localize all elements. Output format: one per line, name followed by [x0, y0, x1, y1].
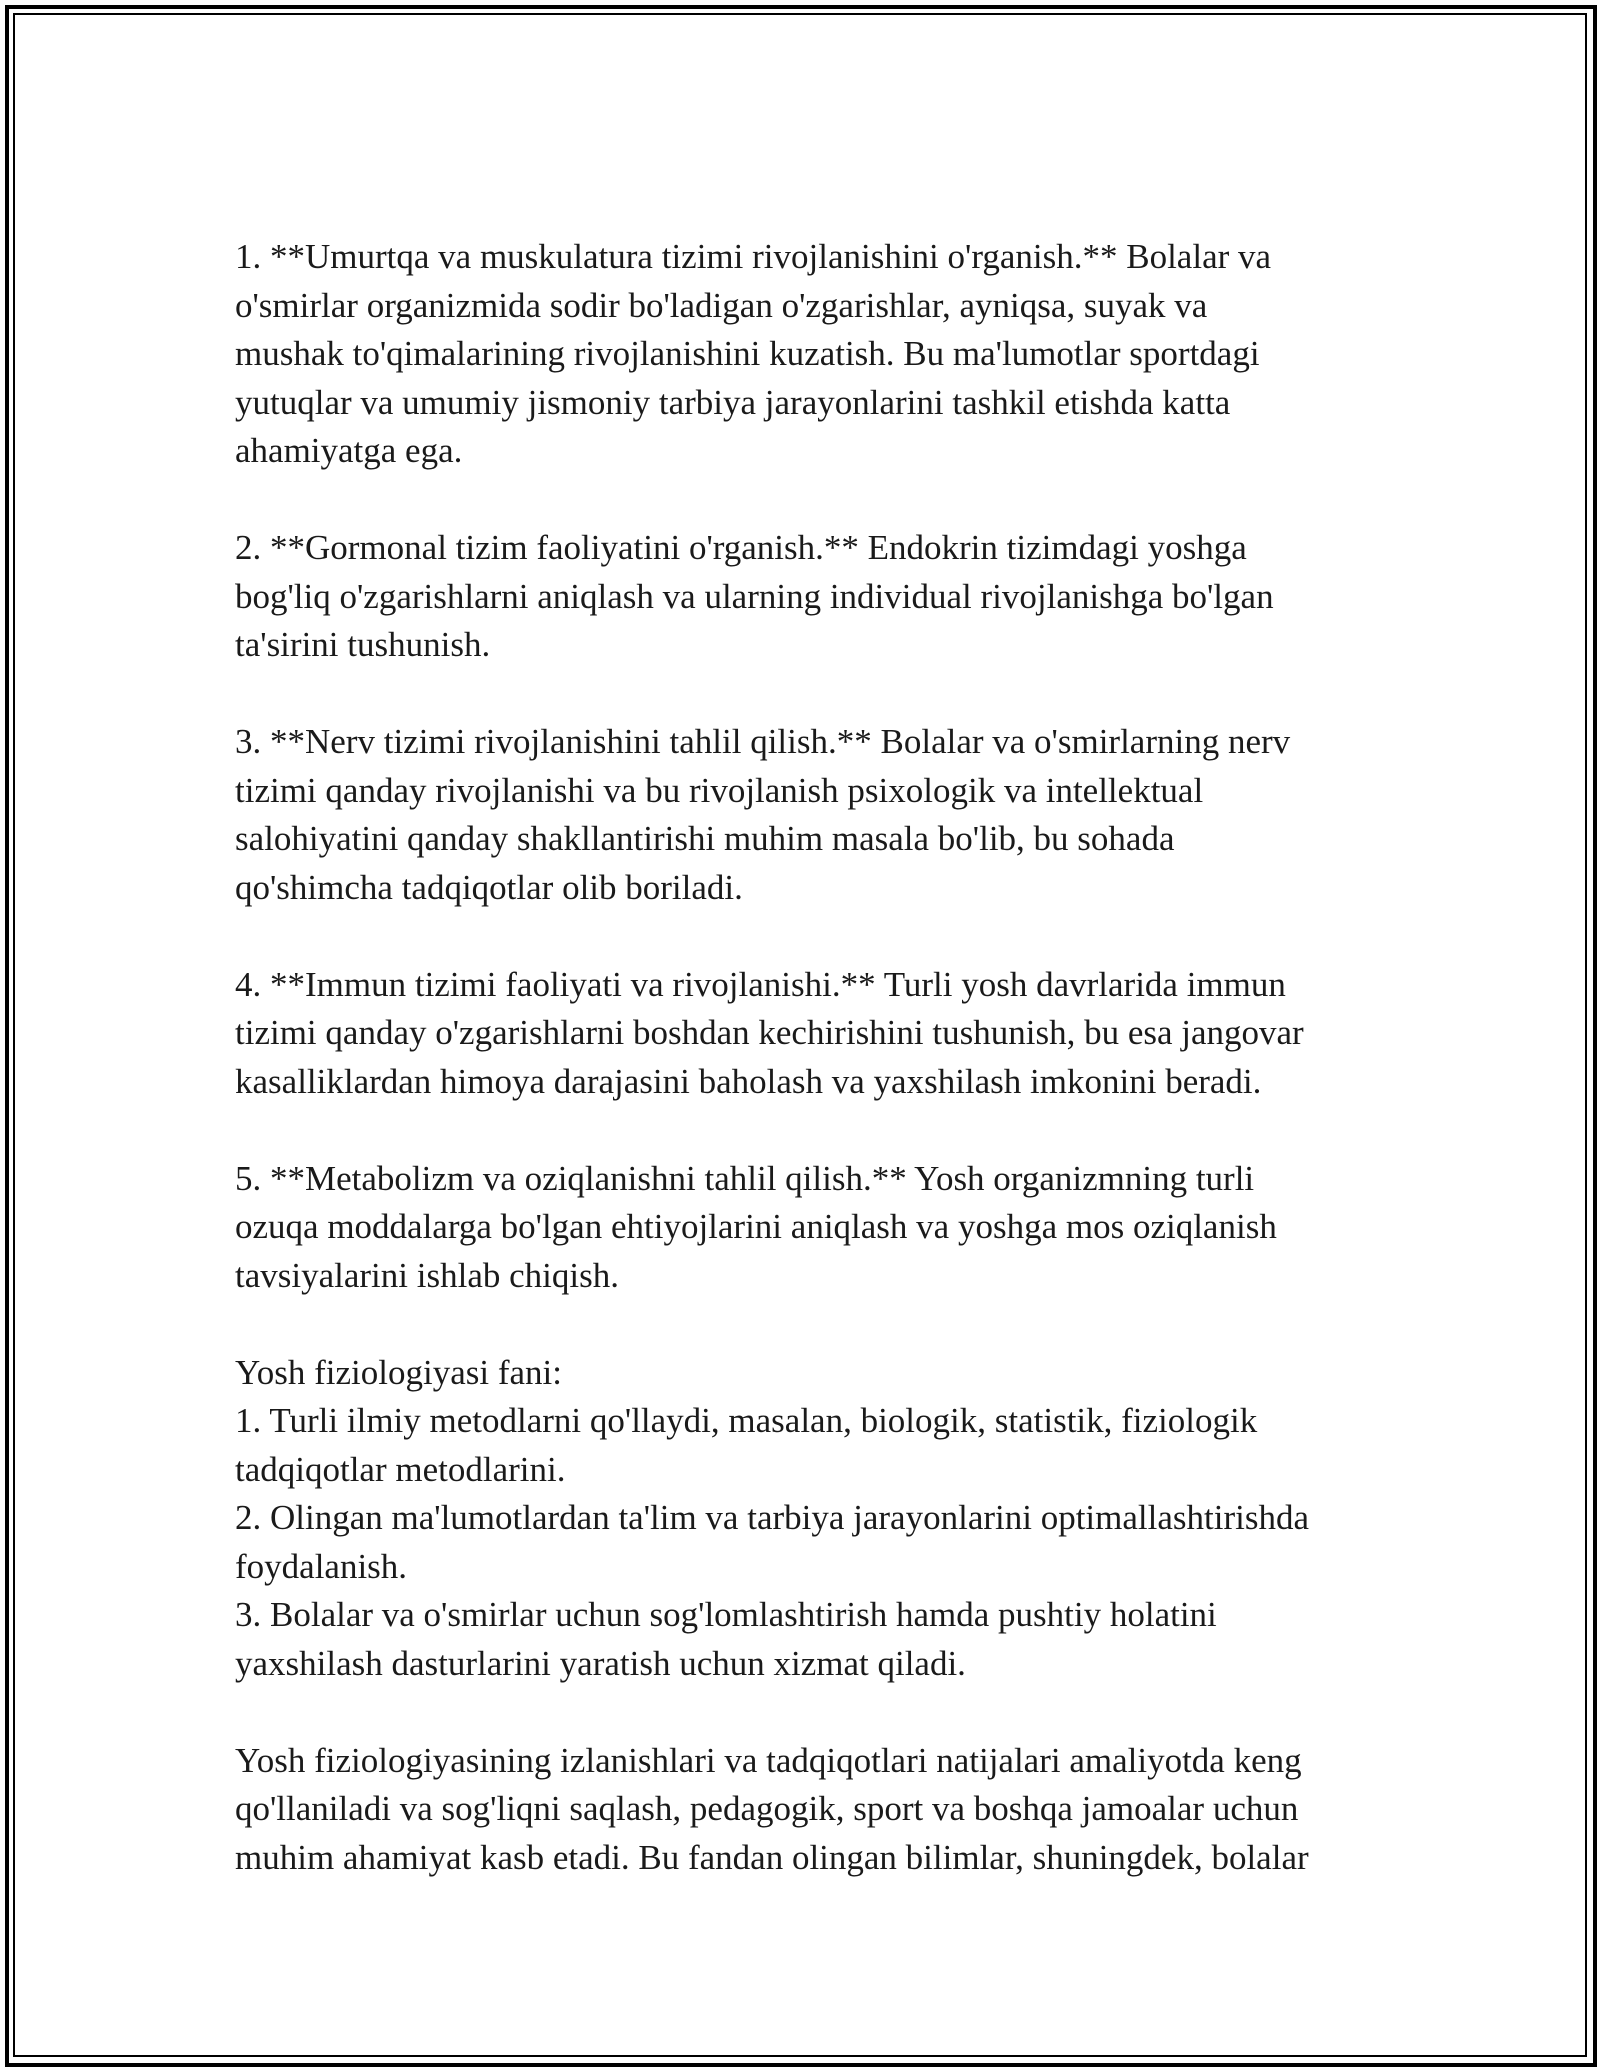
text-line: foydalanish. [235, 1546, 408, 1586]
text-line: 2. Olingan ma'lumotlardan ta'lim va tarbiya jarayonlarini optimallashtirishda [235, 1498, 1309, 1537]
text-line: Yosh fiziologiyasi fani: [235, 1352, 562, 1392]
text-line: 3. Bolalar va o'smirlar uchun sog'lomlashtirish hamda pushtiy holatini [235, 1595, 1217, 1634]
text-line: mushak to'qimalarining rivojlanishini kuzatish. Bu ma'lumotlar sportdagi [235, 334, 1260, 373]
text-line: bog'liq o'zgarishlarni aniqlash va ularning individual rivojlanishga bo'lgan [235, 576, 1274, 616]
text-line: 2. **Gormonal tizim faoliyatini o'rganish.** Endokrin tizimdagi yoshga [235, 528, 1247, 567]
text-line: yaxshilash dasturlarini yaratish uchun xizmat qiladi. [235, 1643, 966, 1683]
text-line: qo'llaniladi va sog'liqni saqlash, pedagogik, sport va boshqa jamoalar uchun [235, 1789, 1299, 1828]
text-line: 5. **Metabolizm va oziqlanishni tahlil qilish.** Yosh organizmning turli [235, 1158, 1255, 1198]
paragraph-item-1 [235, 233, 1385, 476]
text-line: 4. **Immun tizimi faoliyati va rivojlanishi.** Turli yosh davrlarida immun [235, 964, 1286, 1004]
text-line: ozuqa moddalarga bo'lgan ehtiyojlarini aniqlash va yoshga mos oziqlanish [235, 1207, 1277, 1246]
paragraph-conclusion [235, 1737, 1385, 1883]
text-line: salohiyatini qanday shakllantirishi muhim masala bo'lib, bu sohada [235, 819, 1175, 858]
text-line: ahamiyatga ega. [235, 431, 463, 470]
text-line: tadqiqotlar metodlarini. [235, 1449, 566, 1489]
paragraph-item-4 [235, 961, 1385, 1107]
text-line: tavsiyalarini ishlab chiqish. [235, 1255, 619, 1295]
paragraph-item-5 [235, 1155, 1385, 1301]
text-line: o'smirlar organizmida sodir bo'ladigan o'zgarishlar, ayniqsa, suyak va [235, 285, 1208, 325]
text-line: 1. Turli ilmiy metodlarni qo'llaydi, masalan, biologik, statistik, fiziologik [235, 1401, 1258, 1440]
text-line: yutuqlar va umumiy jismoniy tarbiya jarayonlarini tashkil etishda katta [235, 382, 1231, 422]
paragraph-item-3 [235, 718, 1385, 912]
text-line: tizimi qanday rivojlanishi va bu rivojlanish psixologik va intellektual [235, 770, 1204, 810]
text-line: 1. **Umurtqa va muskulatura tizimi rivojlanishini o'rganish.** Bolalar va [235, 237, 1272, 276]
text-line: 3. **Nerv tizimi rivojlanishini tahlil qilish.** Bolalar va o'smirlarning nerv [235, 722, 1291, 761]
document-body [235, 233, 1385, 1931]
text-line: muhim ahamiyat kasb etadi. Bu fandan olingan bilimlar, shuningdek, bolalar [235, 1837, 1309, 1877]
text-line: tizimi qanday o'zgarishlarni boshdan kechirishini tushunish, bu esa jangovar [235, 1013, 1304, 1052]
text-line: qo'shimcha tadqiqotlar olib boriladi. [235, 867, 743, 907]
paragraph-item-2 [235, 524, 1385, 670]
paragraph-methods [235, 1349, 1385, 1689]
text-line: Yosh fiziologiyasining izlanishlari va tadqiqotlari natijalari amaliyotda keng [235, 1740, 1302, 1780]
text-line: kasalliklardan himoya darajasini baholash va yaxshilash imkonini beradi. [235, 1061, 1262, 1101]
text-line: ta'sirini tushunish. [235, 625, 491, 664]
